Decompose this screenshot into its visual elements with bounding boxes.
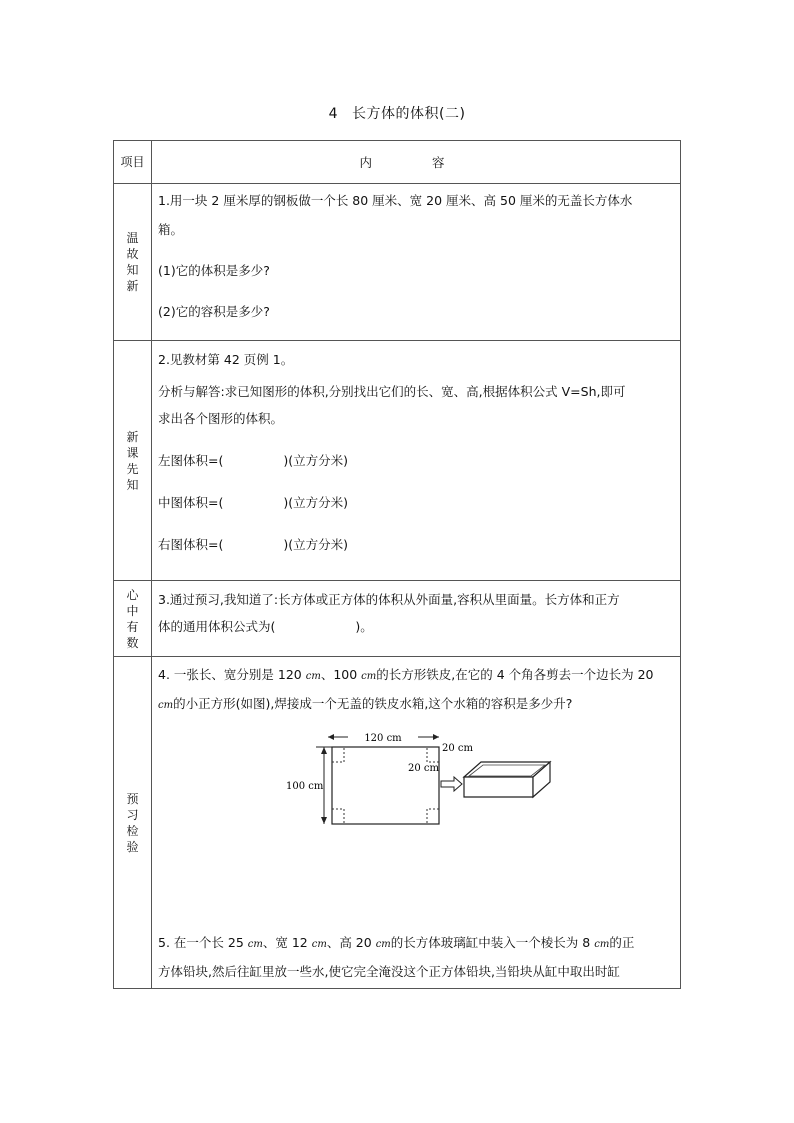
sheet-figure [286,729,586,839]
middle-volume: 中图体积=( )(立方分米) [158,495,348,510]
label-text: 新课先知 [126,429,139,492]
analysis-line2: 求出各个图形的体积。 [158,411,284,426]
q1-line2: 箱。 [158,222,184,237]
section-label-review [114,184,152,341]
header-item: 项目 [114,141,152,184]
q4-line1: 4. 一张长、宽分别是 120 cm、100 cm的长方形铁皮,在它的 4 个角各剪去一个边长为 20 [158,667,654,682]
section-label-check [114,657,152,989]
lesson-number: 4 [328,106,338,122]
section-content-summary [152,581,681,657]
label-text: 心中有数 [126,587,139,650]
section-check [114,657,681,989]
section-content-preview [152,341,681,581]
header-content: 内 容 [152,141,681,184]
q1-part-a: (1)它的体积是多少? [158,263,270,278]
section-preview [114,341,681,581]
q5-line2: 方体铅块,然后往缸里放一些水,使它完全淹没这个正方体铅块,当铅块从缸中取出时缸 [158,964,620,979]
section-content-review [152,184,681,341]
height-label: 100 cm [286,781,324,792]
section-label-summary [114,581,152,657]
summary-line1: 3.通过预习,我知道了:长方体或正方体的体积从外面量,容积从里面量。长方体和正方 [158,592,620,607]
q5-line1: 5. 在一个长 25 cm、宽 12 cm、高 20 cm的长方体玻璃缸中装入一个棱长为 8 cm的正 [158,935,635,950]
q1-line1: 1.用一块 2 厘米厚的钢板做一个长 80 厘米、宽 20 厘米、高 50 厘米的无盖长方体水 [158,193,633,208]
q1-part-b: (2)它的容积是多少? [158,304,270,319]
page-title [0,103,794,123]
label-text: 温故知新 [126,231,139,293]
worksheet-table [113,140,681,989]
analysis-line1: 分析与解答:求已知图形的体积,分别找出它们的长、宽、高,根据体积公式 V=Sh,即可 [158,384,626,399]
label-text: 预习检验 [126,791,139,854]
q4-line2: cm的小正方形(如图),焊接成一个无盖的铁皮水箱,这个水箱的容积是多少升? [158,696,573,711]
summary-line2: 体的通用体积公式为( )。 [158,619,373,634]
lesson-title: 长方体的体积(二) [351,106,466,122]
q2-text: 2.见教材第 42 页例 1。 [158,352,294,367]
corner-label-2: 20 cm [408,763,439,774]
section-summary [114,581,681,657]
corner-label-1: 20 cm [442,743,473,754]
left-volume: 左图体积=( )(立方分米) [158,453,348,468]
section-label-preview [114,341,152,581]
header-row [114,141,681,184]
section-review [114,184,681,341]
section-content-check [152,657,681,989]
width-label: 120 cm [364,733,402,744]
right-volume: 右图体积=( )(立方分米) [158,537,348,552]
